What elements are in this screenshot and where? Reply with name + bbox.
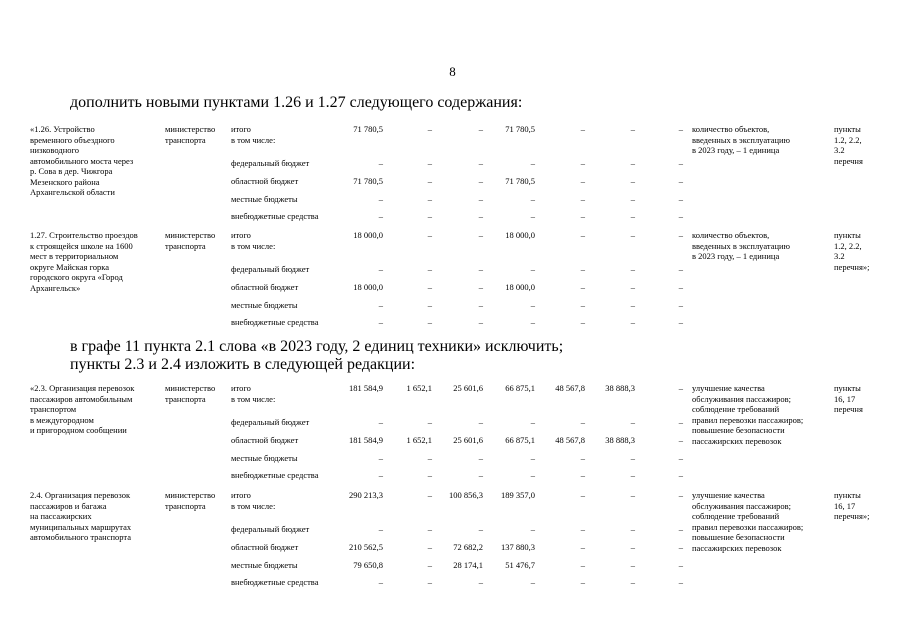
funding-value-cell: – (478, 417, 483, 427)
funding-value-cell: – (530, 524, 535, 534)
funding-value-cell: – (580, 158, 585, 168)
funding-source-text: федеральный бюджет (231, 417, 310, 427)
heading-exclude: в графе 11 пункта 2.1 слова «в 2023 году, 2 единиц техники» исключить; (70, 338, 564, 355)
list-reference (834, 230, 880, 272)
activity-name-line: 1.27. Строительство проездов (30, 230, 138, 240)
funding-value-cell: – (378, 317, 383, 327)
funding-value-cell: – (378, 158, 383, 168)
funding-value-cell: – (630, 194, 635, 204)
funding-value-cell: – (427, 124, 432, 134)
funding-value-cell: 51 476,7 (505, 560, 535, 570)
heading-new-wording: пункты 2.3 и 2.4 изложить в следующей редакции: (70, 356, 416, 373)
funding-value-cell: – (427, 417, 432, 427)
list-reference-line: 3.2 (834, 251, 845, 261)
funding-value-cell: – (378, 577, 383, 587)
funding-value-cell: – (580, 230, 585, 240)
result-indicator-line: введенных в эксплуатацию (692, 240, 790, 251)
funding-value-cell: – (630, 560, 635, 570)
funding-value-cell: – (478, 158, 483, 168)
funding-value-cell: – (378, 264, 383, 274)
list-reference-line: пункты (834, 124, 861, 134)
funding-value-cell: – (427, 176, 432, 186)
result-indicator-line: пассажирских перевозок (692, 542, 782, 553)
funding-value-cell: – (478, 194, 483, 204)
list-reference-line: перечня»; (834, 511, 870, 521)
funding-value-cell: – (678, 317, 683, 327)
funding-value-cell: – (678, 300, 683, 310)
funding-value-cell: 210 562,5 (349, 542, 383, 552)
funding-value-cell: – (478, 470, 483, 480)
result-indicator-line: правил перевозки пассажиров; (692, 414, 804, 425)
activity-name-line: автомобильного транспорта (30, 532, 132, 542)
funding-value-cell: 137 880,3 (501, 542, 535, 552)
funding-value-cell: – (580, 124, 585, 134)
list-reference (834, 490, 880, 522)
activity-name-line: городского округа «Город (30, 272, 123, 282)
funding-value-cell: – (678, 417, 683, 427)
funding-value-cell: – (427, 211, 432, 221)
funding-value-cell: – (427, 524, 432, 534)
funding-value-cell: – (530, 470, 535, 480)
funding-value-cell: – (580, 176, 585, 186)
funding-value-cell: – (378, 417, 383, 427)
list-reference-line: перечня»; (834, 261, 870, 272)
funding-value-cell: – (630, 211, 635, 221)
funding-value-cell: – (378, 211, 383, 221)
funding-value-cell: – (678, 211, 683, 221)
funding-value-cell: – (678, 176, 683, 186)
funding-value-cell: – (478, 524, 483, 534)
funding-value-cell: – (427, 317, 432, 327)
result-indicator (692, 490, 822, 553)
funding-source-text: областной бюджет (231, 282, 299, 292)
funding-value-cell: 18 000,0 (505, 282, 535, 292)
activity-name-line: автомобильного моста через (30, 155, 134, 166)
funding-value-cell: – (630, 282, 635, 292)
result-indicator-line: количество объектов, (692, 124, 770, 134)
funding-value-cell: – (580, 211, 585, 221)
responsible-executor (165, 490, 225, 511)
responsible-executor-line: транспорта (165, 240, 206, 251)
heading-add-points: дополнить новыми пунктами 1.26 и 1.27 следующего содержания: (70, 94, 523, 111)
funding-value-cell: – (678, 383, 683, 393)
funding-value-cell: – (530, 453, 535, 463)
funding-value-cell: – (530, 211, 535, 221)
funding-source-text: областной бюджет (231, 542, 299, 552)
list-reference-line: 1.2, 2.2, (834, 240, 862, 251)
result-indicator-line: введенных в эксплуатацию (692, 134, 790, 145)
result-indicator (692, 230, 822, 262)
responsible-executor (165, 124, 225, 145)
result-indicator (692, 383, 822, 446)
funding-value-cell: – (678, 230, 683, 240)
funding-value-cell: – (630, 524, 635, 534)
funding-value-cell: – (580, 542, 585, 552)
activity-name-line: в междугородном (30, 414, 94, 425)
result-indicator-line: в 2023 году, – 1 единица (692, 251, 780, 261)
list-reference-line: 16, 17 (834, 500, 856, 511)
funding-value-cell: – (678, 470, 683, 480)
funding-value-cell: – (678, 435, 683, 445)
list-reference-line: перечня (834, 155, 863, 166)
funding-value-cell: – (427, 490, 432, 500)
funding-value-cell: – (630, 300, 635, 310)
funding-value-cell: 66 875,1 (505, 383, 535, 393)
list-reference-line: 1.2, 2.2, (834, 134, 862, 145)
activity-name-line: к строящейся школе на 1600 (30, 240, 133, 251)
funding-value-cell: 1 652,1 (406, 383, 432, 393)
activity-name-line: транспортом (30, 404, 77, 414)
funding-value-cell: 38 888,3 (605, 383, 635, 393)
funding-value-cell: – (580, 524, 585, 534)
funding-source-text: итого (231, 490, 251, 500)
funding-value-cell: – (478, 211, 483, 221)
result-indicator (692, 124, 822, 156)
funding-value-cell: – (630, 453, 635, 463)
funding-value-cell: – (427, 560, 432, 570)
activity-name-line: «2.3. Организация перевозок (30, 383, 135, 393)
list-reference-line: перечня (834, 404, 863, 414)
funding-value-cell: – (678, 577, 683, 587)
result-indicator-line: повышение безопасности (692, 532, 785, 542)
funding-value-cell: – (427, 264, 432, 274)
funding-value-cell: – (378, 453, 383, 463)
funding-value-cell: – (530, 264, 535, 274)
result-indicator-line: количество объектов, (692, 230, 770, 240)
funding-value-cell: – (478, 282, 483, 292)
funding-source-text: федеральный бюджет (231, 524, 310, 534)
activity-name (30, 490, 160, 543)
funding-value-cell: – (530, 194, 535, 204)
activity-name-line: мест в территориальном (30, 251, 119, 261)
funding-value-cell: – (427, 282, 432, 292)
funding-value-cell: 100 856,3 (449, 490, 483, 500)
result-indicator-line: улучшение качества (692, 490, 765, 500)
activity-name-line: низководного (30, 145, 80, 155)
funding-value-cell: – (630, 264, 635, 274)
funding-source-subtext: в том числе: (231, 134, 276, 145)
funding-value-cell: – (630, 417, 635, 427)
list-reference-line: пункты (834, 490, 861, 500)
result-indicator-line: обслуживания пассажиров; (692, 500, 791, 511)
funding-value-cell: – (530, 300, 535, 310)
funding-value-cell: – (530, 417, 535, 427)
funding-value-cell: – (678, 524, 683, 534)
result-indicator-line: соблюдение требований (692, 404, 780, 414)
activity-name-line: на пассажирских (30, 511, 92, 521)
funding-value-cell: – (630, 158, 635, 168)
funding-value-cell: 1 652,1 (406, 435, 432, 445)
funding-value-cell: – (678, 158, 683, 168)
funding-value-cell: – (427, 470, 432, 480)
funding-value-cell: 72 682,2 (453, 542, 483, 552)
funding-value-cell: – (427, 577, 432, 587)
funding-value-cell: – (580, 470, 585, 480)
funding-value-cell: – (427, 158, 432, 168)
funding-source-text: местные бюджеты (231, 453, 298, 463)
funding-value-cell: 48 567,8 (555, 435, 585, 445)
result-indicator-line: правил перевозки пассажиров; (692, 521, 804, 532)
funding-value-cell: – (630, 230, 635, 240)
funding-source-text: местные бюджеты (231, 560, 298, 570)
funding-value-cell: – (580, 453, 585, 463)
funding-value-cell: – (678, 282, 683, 292)
funding-value-cell: – (678, 560, 683, 570)
funding-value-cell: – (478, 577, 483, 587)
funding-value-cell: – (630, 317, 635, 327)
funding-value-cell: – (478, 317, 483, 327)
activity-name-line: 2.4. Организация перевозок (30, 490, 131, 500)
activity-name-line: округе Майская горка (30, 261, 110, 272)
funding-value-cell: – (678, 124, 683, 134)
funding-value-cell: – (678, 194, 683, 204)
activity-name-line: Архангельской области (30, 187, 115, 197)
result-indicator-line: соблюдение требований (692, 511, 780, 521)
funding-value-cell: – (678, 490, 683, 500)
page-number: 8 (449, 64, 456, 79)
funding-source-text: местные бюджеты (231, 300, 298, 310)
responsible-executor-line: транспорта (165, 134, 206, 145)
funding-value-cell: – (580, 560, 585, 570)
funding-value-cell: – (530, 158, 535, 168)
funding-source-text: федеральный бюджет (231, 264, 310, 274)
funding-value-cell: – (530, 577, 535, 587)
funding-value-cell: 71 780,5 (505, 176, 535, 186)
activity-name-line: пассажиров и багажа (30, 500, 107, 511)
result-indicator-line: пассажирских перевозок (692, 435, 782, 446)
responsible-executor-line: транспорта (165, 500, 206, 511)
activity-name-line: муниципальных маршрутах (30, 521, 132, 532)
funding-value-cell: 290 213,3 (349, 490, 383, 500)
funding-value-cell: – (580, 490, 585, 500)
activity-name-line: р. Сова в дер. Чижгора (30, 166, 113, 176)
funding-value-cell: – (580, 317, 585, 327)
funding-value-cell: – (530, 317, 535, 327)
funding-source-subtext: в том числе: (231, 500, 276, 511)
funding-source-text: итого (231, 124, 251, 134)
funding-value-cell: 181 584,9 (349, 435, 383, 445)
activity-name-line: временного объездного (30, 134, 115, 145)
funding-source-text: областной бюджет (231, 176, 299, 186)
funding-value-cell: – (427, 542, 432, 552)
funding-source-subtext: в том числе: (231, 393, 276, 404)
funding-value-cell: 71 780,5 (353, 124, 383, 134)
funding-value-cell: – (580, 577, 585, 587)
funding-source-subtext: в том числе: (231, 240, 276, 251)
list-reference-line: 16, 17 (834, 393, 856, 404)
funding-value-cell: – (427, 300, 432, 310)
funding-value-cell: – (630, 577, 635, 587)
funding-value-cell: – (478, 124, 483, 134)
responsible-executor-line: министерство (165, 383, 216, 393)
funding-value-cell: 18 000,0 (505, 230, 535, 240)
list-reference (834, 124, 880, 166)
funding-value-cell: – (427, 194, 432, 204)
funding-value-cell: 66 875,1 (505, 435, 535, 445)
responsible-executor-line: министерство (165, 230, 216, 240)
funding-source-text: внебюджетные средства (231, 470, 319, 480)
funding-value-cell: 18 000,0 (353, 282, 383, 292)
funding-value-cell: 25 601,6 (453, 383, 483, 393)
responsible-executor-line: министерство (165, 124, 216, 134)
funding-value-cell: 28 174,1 (453, 560, 483, 570)
funding-value-cell: – (630, 124, 635, 134)
funding-source-text: внебюджетные средства (231, 577, 319, 587)
activity-name-line: Мезенского района (30, 176, 100, 187)
funding-value-cell: – (630, 490, 635, 500)
funding-value-cell: – (678, 542, 683, 552)
funding-value-cell: – (630, 542, 635, 552)
funding-source-text: федеральный бюджет (231, 158, 310, 168)
activity-name-line: и пригородном сообщении (30, 425, 127, 435)
activity-name (30, 124, 160, 198)
funding-value-cell: – (478, 453, 483, 463)
funding-value-cell: 18 000,0 (353, 230, 383, 240)
funding-source-text: внебюджетные средства (231, 211, 319, 221)
funding-value-cell: – (478, 300, 483, 310)
funding-source-text: итого (231, 230, 251, 240)
funding-value-cell: – (378, 300, 383, 310)
responsible-executor (165, 383, 225, 404)
funding-value-cell: – (580, 264, 585, 274)
funding-value-cell: 38 888,3 (605, 435, 635, 445)
funding-value-cell: – (478, 230, 483, 240)
activity-name (30, 383, 160, 436)
funding-value-cell: 71 780,5 (505, 124, 535, 134)
responsible-executor-line: транспорта (165, 393, 206, 404)
funding-value-cell: – (678, 453, 683, 463)
result-indicator-line: обслуживания пассажиров; (692, 393, 791, 404)
activity-name-line: пассажиров автомобильным (30, 393, 133, 404)
funding-value-cell: 48 567,8 (555, 383, 585, 393)
list-reference-line: пункты (834, 383, 861, 393)
funding-value-cell: 71 780,5 (353, 176, 383, 186)
list-reference-line: 3.2 (834, 145, 845, 155)
funding-value-cell: 79 650,8 (353, 560, 383, 570)
funding-value-cell: – (478, 176, 483, 186)
funding-value-cell: – (378, 524, 383, 534)
funding-value-cell: – (427, 230, 432, 240)
funding-value-cell: – (580, 417, 585, 427)
funding-value-cell: – (378, 470, 383, 480)
funding-value-cell: – (678, 264, 683, 274)
result-indicator-line: в 2023 году, – 1 единица (692, 145, 780, 155)
funding-value-cell: – (580, 300, 585, 310)
result-indicator-line: улучшение качества (692, 383, 765, 393)
funding-value-cell: – (427, 453, 432, 463)
funding-value-cell: 181 584,9 (349, 383, 383, 393)
responsible-executor-line: министерство (165, 490, 216, 500)
activity-name-line: «1.26. Устройство (30, 124, 95, 134)
funding-source-text: внебюджетные средства (231, 317, 319, 327)
funding-value-cell: 25 601,6 (453, 435, 483, 445)
funding-value-cell: – (630, 176, 635, 186)
funding-value-cell: – (478, 264, 483, 274)
funding-value-cell: – (378, 194, 383, 204)
funding-source-text: местные бюджеты (231, 194, 298, 204)
result-indicator-line: повышение безопасности (692, 425, 785, 435)
list-reference (834, 383, 880, 415)
list-reference-line: пункты (834, 230, 861, 240)
funding-value-cell: – (580, 194, 585, 204)
funding-source-text: итого (231, 383, 251, 393)
responsible-executor (165, 230, 225, 251)
activity-name (30, 230, 160, 293)
funding-source-text: областной бюджет (231, 435, 299, 445)
activity-name-line: Архангельск» (30, 282, 81, 293)
funding-value-cell: – (630, 470, 635, 480)
funding-value-cell: – (580, 282, 585, 292)
funding-value-cell: 189 357,0 (501, 490, 535, 500)
